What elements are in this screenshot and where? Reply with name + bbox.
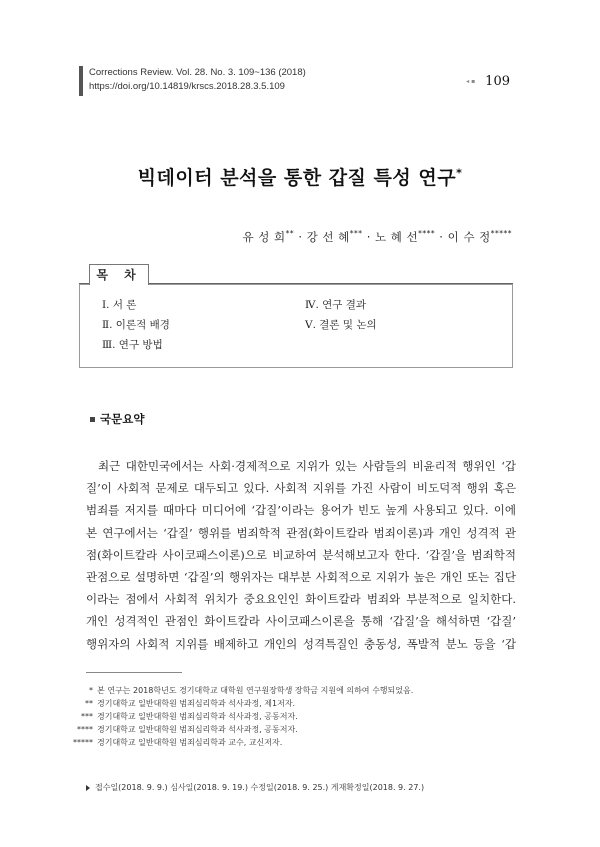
footnote-text: 경기대학교 일반대학원 범죄심리학과 석사과정, 공동저자. [97,725,298,734]
abstract-line: 질’이 사회적 문제로 대두되고 있다. 사회적 지위를 가진 사람이 비도덕적 행위 혹은 [86,481,516,496]
author-mark: ***** [490,229,512,239]
author-mark: *** [349,229,363,239]
author-name: 이 수 정 [447,230,491,244]
paper-title-text: 빅데이터 분석을 통한 갑질 특성 연구 [137,167,457,189]
footnote [63,711,298,722]
abstract-line: 개인 성격적인 관점인 화이트칼라 사이코패스이론을 통해 ‘갑질’을 해석하면 ‘갑질’ [86,614,516,629]
footnote [63,724,298,735]
author-name: 강 선 혜 [306,230,350,244]
square-bullet-icon [90,417,95,422]
author-separator: · [298,230,303,244]
footnote-mark: ***** [73,738,93,747]
footnote-mark: **** [77,725,93,734]
abstract-line: 점(화이트칼라 사이코패스이론)으로 비교하여 분석해보고자 한다. ‘갑질’을 범죄학적 [86,547,516,562]
toc-item[interactable]: Ⅲ. 연구 방법 [102,339,163,351]
toc-item[interactable]: Ⅱ. 이론적 배경 [102,319,170,331]
footnote-mark: *** [81,712,93,721]
footnote [63,698,295,709]
footnote-text: 경기대학교 일반대학원 범죄심리학과 교수, 교신저자. [97,738,283,747]
header-rule [79,66,83,96]
abstract-line: 본 연구에서는 ‘갑질’ 행위를 범죄학적 관점(화이트칼라 범죄이론)과 개인 성격적 관 [86,525,516,540]
abstract-line: 최근 대한민국에서는 사회·경제적으로 지위가 있는 사람들의 비윤리적 행위인 ‘갑 [98,459,516,473]
title-footnote-mark: * [456,166,463,180]
author-mark: **** [418,229,436,239]
doi-link[interactable]: https://doi.org/10.14819/krscs.2018.28.3.5.109 [89,81,285,92]
author-mark: ** [285,229,295,239]
footnote-mark: ** [85,699,93,708]
author-name: 유 성 희 [242,230,286,244]
abstract-line: 범죄를 저지를 때마다 미디어에 ‘갑질’이라는 용어가 빈도 높게 사용되고 있다. 이에 [86,503,516,518]
footnote [63,737,282,748]
footnote-text: 경기대학교 일반대학원 범죄심리학과 석사과정, 공동저자. [97,712,298,721]
author-separator: · [366,230,371,244]
footnote [63,685,413,696]
author-separator: · [439,230,444,244]
toc-item[interactable]: Ⅴ. 결론 및 논의 [305,319,377,331]
toc-item[interactable]: Ⅳ. 연구 결과 [305,299,367,311]
submission-dates [86,782,424,793]
abstract-body [86,455,516,655]
ornament-icon: ◂ ▪ [466,78,476,85]
abstract-heading-text: 국문요약 [100,412,145,426]
footnote-mark: * [89,686,93,695]
abstract-line: 관점으로 설명하면 ‘갑질’의 행위자는 대부분 사회적으로 지위가 높은 개인 또는 집단 [86,570,516,585]
submission-dates-text: 접수일(2018. 9. 9.) 심사일(2018. 9. 19.) 수정일(2018. 9. 25.) 게재확정일(2018. 9. 27.) [95,783,425,792]
footnote-rule [86,672,182,673]
abstract-line: 이라는 점에서 사회적 위치가 중요요인인 화이트칼라 범죄와 부분적으로 일치한다. [86,592,516,607]
journal-citation: Corrections Review. Vol. 28. No. 3. 109~136 (2018) [89,67,306,78]
toc-label: 목 차 [89,264,149,285]
page-number: 109 [485,74,510,89]
author-line [243,229,512,245]
triangle-bullet-icon [86,785,90,791]
footnote-text: 경기대학교 일반대학원 범죄심리학과 석사과정, 제1저자. [97,699,296,708]
footnote-text: 본 연구는 2018학년도 경기대학교 대학원 연구원장학생 장학금 지원에 의하여 수행되었음. [97,686,414,695]
toc-item[interactable]: Ⅰ. 서 론 [102,299,137,311]
author-name: 노 혜 선 [375,230,419,244]
paper-title [0,163,600,190]
abstract-line: 행위자의 사회적 지위를 배제하고 개인의 성격특질인 충동성, 폭발적 분노 등을 ‘갑 [86,636,516,651]
abstract-heading [90,411,144,427]
page-number-block [466,74,510,89]
journal-header [89,66,306,94]
